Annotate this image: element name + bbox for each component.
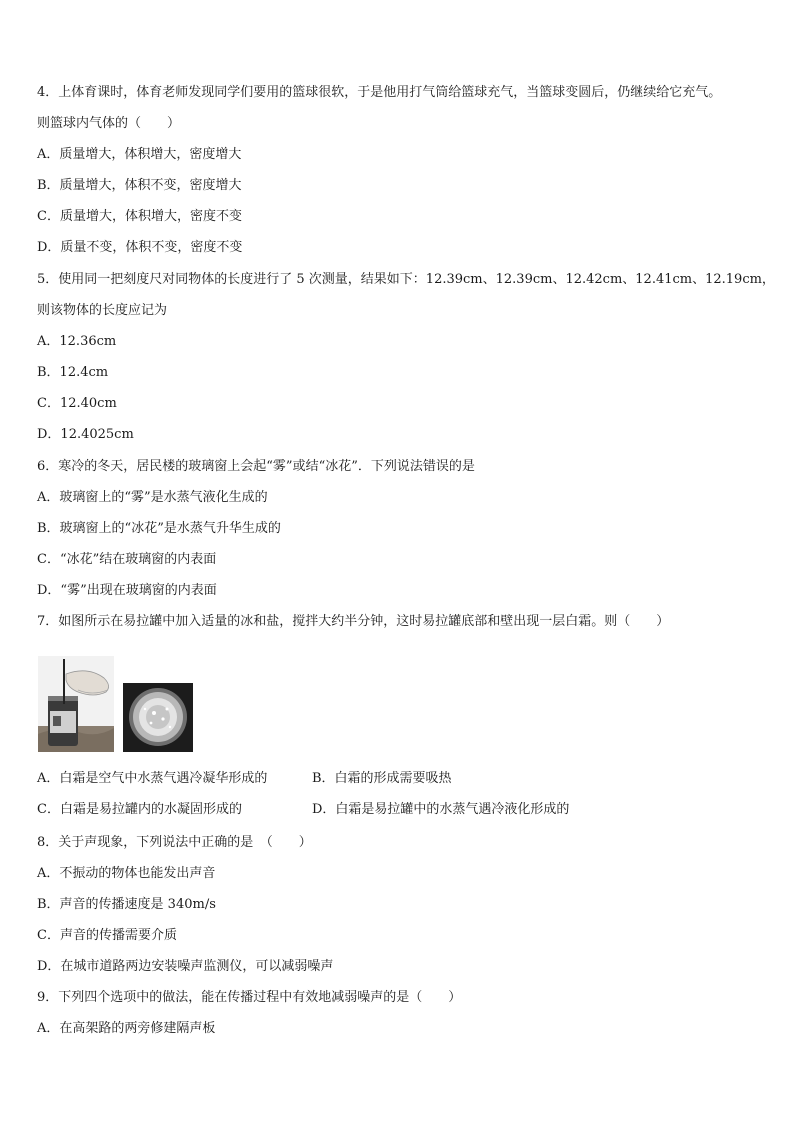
q5-option-d: D．12.4025cm	[37, 427, 134, 442]
q8-stem: 8．关于声现象，下列说法中正确的是 （ ）	[37, 835, 312, 850]
q4-stem-line1: 4．上体育课时，体育老师发现同学们要用的篮球很软，于是他用打气筒给篮球充气，当篮球变圆后，仍继续给它充气。	[37, 85, 722, 100]
q4-option-d: D．质量不变，体积不变，密度不变	[37, 240, 243, 255]
q5-option-b: B．12.4cm	[37, 365, 109, 380]
q8-option-c: C．声音的传播需要介质	[37, 928, 177, 943]
q4-option-c: C．质量增大，体积增大，密度不变	[37, 209, 242, 224]
q9-stem: 9．下列四个选项中的做法，能在传播过程中有效地减弱噪声的是（ ）	[37, 990, 462, 1005]
frost-can-bottom-photo	[123, 683, 193, 752]
q4-option-a: A．质量增大，体积增大，密度增大	[37, 147, 242, 162]
q6-stem: 6．寒冷的冬天，居民楼的玻璃窗上会起“雾”或结“冰花”．下列说法错误的是	[37, 459, 475, 474]
q6-option-c: C．“冰花”结在玻璃窗的内表面	[37, 552, 217, 567]
q5-stem-line2: 则该物体的长度应记为	[37, 303, 168, 318]
q5-option-c: C．12.40cm	[37, 396, 117, 411]
q4-option-b: B．质量增大，体积不变，密度增大	[37, 178, 242, 193]
q8-option-b: B．声音的传播速度是 340m/s	[37, 897, 216, 912]
q7-option-b: B．白霜的形成需要吸热	[312, 771, 452, 786]
q7-option-a: A．白霜是空气中水蒸气遇冷凝华形成的	[37, 771, 268, 786]
q5-option-a: A．12.36cm	[37, 334, 117, 349]
q6-option-a: A．玻璃窗上的“雾”是水蒸气液化生成的	[37, 490, 268, 505]
q7-option-d: D．白霜是易拉罐中的水蒸气遇冷液化形成的	[312, 802, 570, 817]
q7-stem: 7．如图所示在易拉罐中加入适量的冰和盐，搅拌大约半分钟，这时易拉罐底部和壁出现一层白霜。则（ ）	[37, 614, 670, 629]
can-stirring-photo	[38, 656, 114, 752]
q7-option-c: C．白霜是易拉罐内的水凝固形成的	[37, 802, 242, 817]
q5-stem-line1: 5．使用同一把刻度尺对同物体的长度进行了 5 次测量，结果如下：12.39cm、12.39cm、12.42cm、12.41cm、12.19cm，	[37, 272, 775, 287]
q8-option-d: D．在城市道路两边安装噪声监测仪，可以减弱噪声	[37, 959, 334, 974]
q4-stem-line2: 则篮球内气体的（ ）	[37, 116, 181, 131]
q9-option-a: A．在高架路的两旁修建隔声板	[37, 1021, 216, 1036]
q6-option-d: D．“雾”出现在玻璃窗的内表面	[37, 583, 217, 598]
q8-option-a: A．不振动的物体也能发出声音	[37, 866, 216, 881]
q6-option-b: B．玻璃窗上的“冰花”是水蒸气升华生成的	[37, 521, 281, 536]
